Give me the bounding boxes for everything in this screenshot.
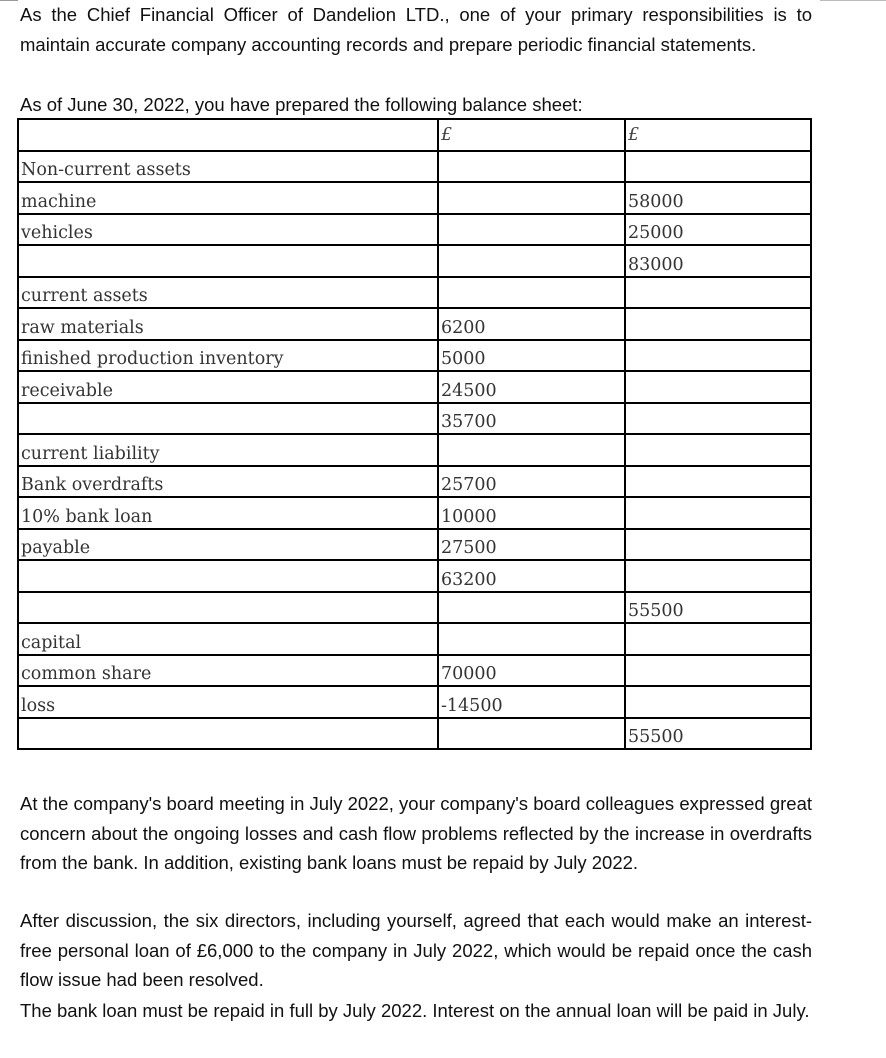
table-row xyxy=(18,529,811,561)
intro-date-line: As of June 30, 2022, you have prepared the following balance sheet: xyxy=(20,94,583,115)
amount-cell-1: -14500 xyxy=(438,686,625,718)
table-row xyxy=(18,592,811,624)
amount-cell-2 xyxy=(625,277,811,309)
amount-cell-1 xyxy=(438,277,625,309)
amount-cell-2 xyxy=(625,151,811,183)
table-row xyxy=(18,466,811,498)
amount-cell-1: 5000 xyxy=(438,340,625,372)
amount-cell-2: 83000 xyxy=(625,245,811,277)
amount-cell-1: 25700 xyxy=(438,466,625,498)
table-row xyxy=(18,214,811,246)
table-header-row xyxy=(18,119,811,151)
label-cell xyxy=(18,245,438,277)
label-cell: receivable xyxy=(18,371,438,403)
label-cell xyxy=(18,403,438,435)
amount-cell-2 xyxy=(625,340,811,372)
label-cell: raw materials xyxy=(18,308,438,340)
table-row xyxy=(18,308,811,340)
amount-cell-2 xyxy=(625,466,811,498)
amount-cell-2 xyxy=(625,560,811,592)
label-cell: machine xyxy=(18,182,438,214)
balance-sheet-table xyxy=(17,118,812,750)
header-cell-label xyxy=(18,119,438,151)
label-cell: finished production inventory xyxy=(18,340,438,372)
table-row xyxy=(18,497,811,529)
label-cell xyxy=(18,560,438,592)
label-cell: current assets xyxy=(18,277,438,309)
amount-cell-1 xyxy=(438,623,625,655)
intro-paragraph: As the Chief Financial Officer of Dandelion LTD., one of your primary responsibilities is to maintain accurate company accounting records and prepare periodic financial statements. xyxy=(20,4,812,55)
amount-cell-2 xyxy=(625,529,811,561)
directors-loan-paragraph: After discussion, the six directors, including yourself, agreed that each would make an interest-free personal loan of £6,000 to the company in July 2022, which would be repaid once the cash flow issue had been resolved. xyxy=(20,910,812,991)
header-cell-currency-2: £ xyxy=(625,119,811,151)
amount-cell-2 xyxy=(625,371,811,403)
amount-cell-1: 35700 xyxy=(438,403,625,435)
amount-cell-1: 70000 xyxy=(438,655,625,687)
label-cell: Bank overdrafts xyxy=(18,466,438,498)
amount-cell-2 xyxy=(625,655,811,687)
amount-cell-2 xyxy=(625,686,811,718)
table-row xyxy=(18,340,811,372)
table-row xyxy=(18,686,811,718)
label-cell: common share xyxy=(18,655,438,687)
label-cell: Non-current assets xyxy=(18,151,438,183)
amount-cell-2: 55500 xyxy=(625,592,811,624)
table-row xyxy=(18,245,811,277)
label-cell xyxy=(18,718,438,750)
table-row xyxy=(18,623,811,655)
amount-cell-1 xyxy=(438,718,625,750)
amount-cell-2: 55500 xyxy=(625,718,811,750)
amount-cell-2 xyxy=(625,403,811,435)
amount-cell-1 xyxy=(438,151,625,183)
label-cell xyxy=(18,592,438,624)
amount-cell-1 xyxy=(438,434,625,466)
amount-cell-1: 24500 xyxy=(438,371,625,403)
table-row xyxy=(18,655,811,687)
amount-cell-2: 25000 xyxy=(625,214,811,246)
amount-cell-2 xyxy=(625,308,811,340)
amount-cell-1 xyxy=(438,245,625,277)
label-cell: loss xyxy=(18,686,438,718)
label-cell: payable xyxy=(18,529,438,561)
table-row xyxy=(18,151,811,183)
amount-cell-1 xyxy=(438,182,625,214)
table-row xyxy=(18,434,811,466)
board-meeting-paragraph: At the company's board meeting in July 2022, your company's board colleagues expressed great concern about the ongoing losses and cash flow problems reflected by the increase in overdrafts from the bank. In addition, existing bank loans must be repaid by July 2022. xyxy=(20,793,812,874)
bank-loan-paragraph: The bank loan must be repaid in full by July 2022. Interest on the annual loan will be paid in July. xyxy=(20,1000,810,1021)
table-row xyxy=(18,371,811,403)
table-row xyxy=(18,182,811,214)
amount-cell-1 xyxy=(438,214,625,246)
label-cell: capital xyxy=(18,623,438,655)
amount-cell-2 xyxy=(625,434,811,466)
amount-cell-2 xyxy=(625,497,811,529)
table-row xyxy=(18,277,811,309)
amount-cell-1: 63200 xyxy=(438,560,625,592)
amount-cell-1: 10000 xyxy=(438,497,625,529)
amount-cell-1: 27500 xyxy=(438,529,625,561)
header-cell-currency-1: £ xyxy=(438,119,625,151)
amount-cell-2: 58000 xyxy=(625,182,811,214)
label-cell: 10% bank loan xyxy=(18,497,438,529)
table-row xyxy=(18,560,811,592)
amount-cell-1 xyxy=(438,592,625,624)
table-row xyxy=(18,403,811,435)
amount-cell-2 xyxy=(625,623,811,655)
amount-cell-1: 6200 xyxy=(438,308,625,340)
label-cell: vehicles xyxy=(18,214,438,246)
table-row xyxy=(18,718,811,750)
label-cell: current liability xyxy=(18,434,438,466)
